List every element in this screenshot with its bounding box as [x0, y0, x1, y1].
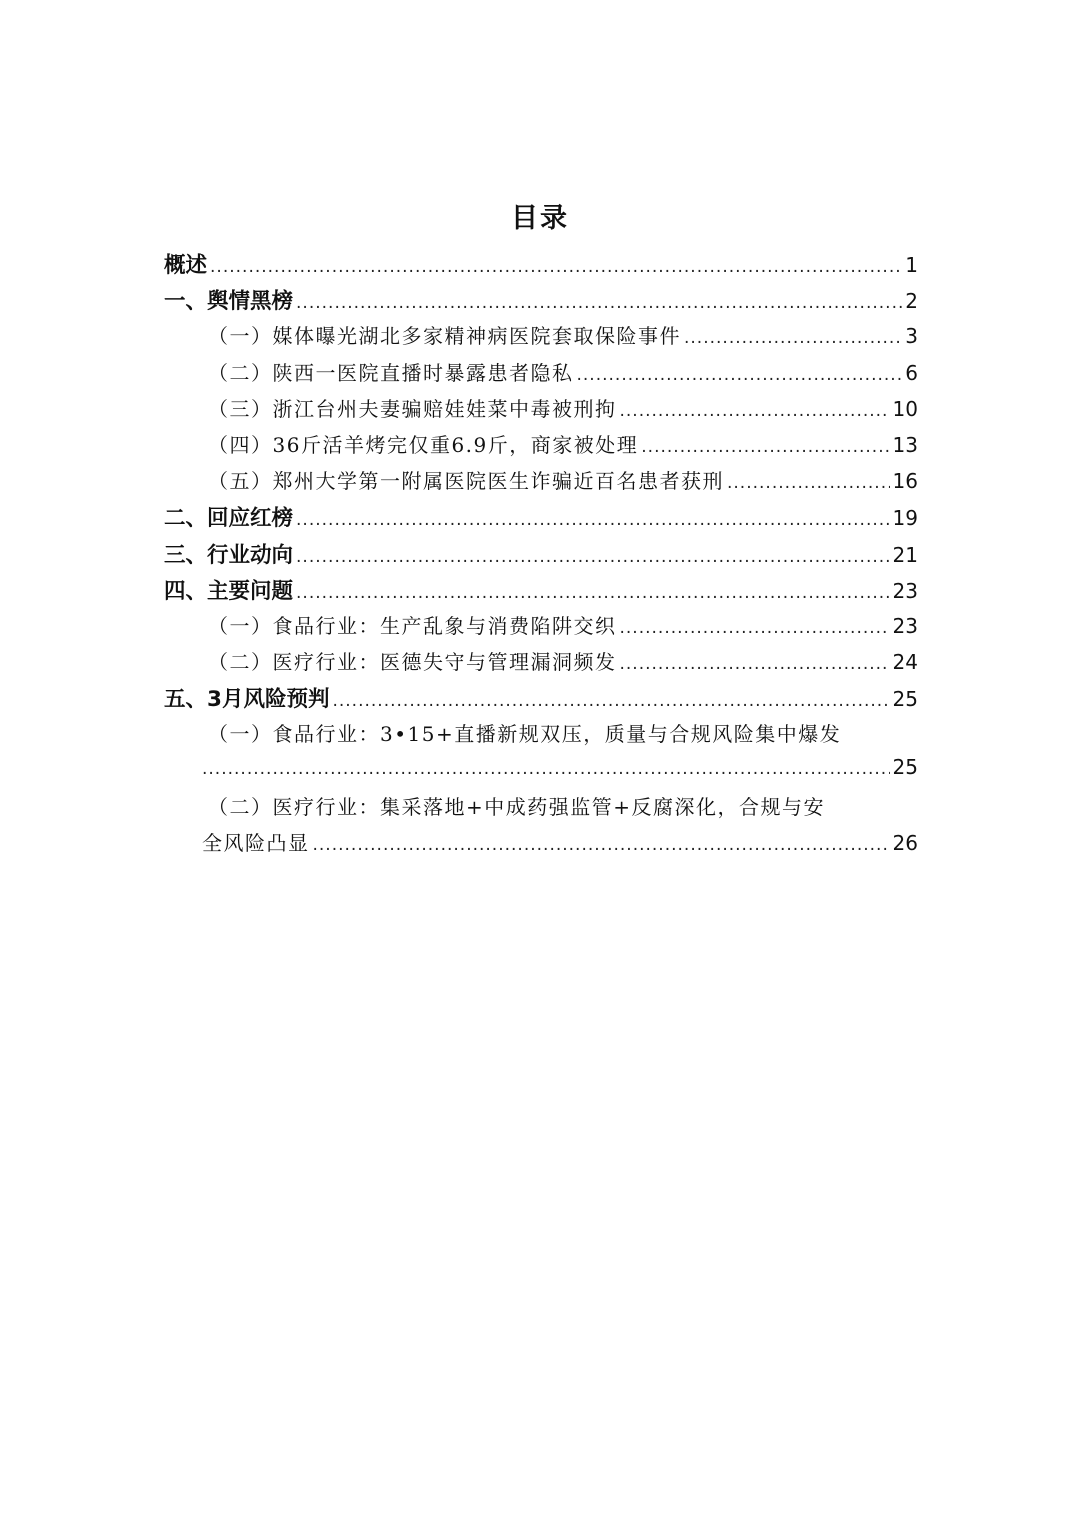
toc-title: 目录	[511, 203, 569, 234]
toc-entry-label: （一）媒体曝光湖北多家精神病医院套取保险事件	[208, 324, 681, 349]
toc-entry-label: （五）郑州大学第一附属医院医生诈骗近百名患者获刑	[208, 469, 724, 494]
toc-entry-label: （一）食品行业：3•15+直播新规双压，质量与合规风险集中爆发	[208, 722, 842, 747]
toc-entry-4-2[interactable]	[164, 646, 918, 682]
toc-page-number: 3	[905, 324, 918, 349]
toc-entry-1-5[interactable]	[164, 465, 918, 501]
toc-entry-5-1[interactable]	[164, 718, 918, 790]
dot-leader	[210, 257, 902, 277]
toc-entry-1-1[interactable]	[164, 320, 918, 356]
dot-leader	[313, 835, 890, 855]
toc-page-number: 19	[892, 506, 918, 531]
toc-entry-5-2[interactable]	[164, 791, 918, 863]
toc-page-number: 16	[892, 469, 918, 494]
toc-entry-section-1[interactable]	[164, 284, 918, 320]
dot-leader	[202, 759, 890, 779]
dot-leader	[296, 547, 890, 567]
toc-entry-label: （二）医疗行业：集采落地+中成药强监管+反腐深化，合规与安	[208, 794, 826, 819]
toc-page-number: 25	[892, 687, 918, 712]
toc-page-number: 10	[892, 396, 918, 421]
dot-leader	[641, 437, 889, 457]
dot-leader	[727, 473, 890, 493]
toc-entry-1-2[interactable]	[164, 357, 918, 393]
toc-page-number: 23	[892, 613, 918, 638]
toc-entry-1-3[interactable]	[164, 393, 918, 429]
dot-leader	[296, 293, 902, 313]
dot-leader	[684, 328, 902, 348]
toc-entry-section-3[interactable]	[164, 538, 918, 574]
toc-page-number: 6	[905, 360, 918, 385]
dot-leader	[620, 401, 890, 421]
dot-leader	[296, 583, 890, 603]
toc-page-number: 23	[892, 578, 918, 603]
toc-entry-label: （三）浙江台州夫妻骗赔娃娃菜中毒被刑拘	[208, 396, 617, 421]
toc-entry-label-continued: 全风险凸显	[202, 831, 310, 855]
toc-page-number: 21	[892, 542, 918, 567]
toc-entry-1-4[interactable]	[164, 429, 918, 465]
toc-entry-section-4[interactable]	[164, 574, 918, 610]
toc-entry-label: 概述	[164, 253, 208, 278]
toc-entry-4-1[interactable]	[164, 610, 918, 646]
toc-page-number: 13	[892, 432, 918, 457]
toc-entry-label: （二）医疗行业：医德失守与管理漏洞频发	[208, 650, 617, 675]
toc-entry-section-5[interactable]	[164, 682, 918, 718]
toc-entry-label: 一、舆情黑榜	[164, 289, 294, 315]
toc-entry-label: 三、行业动向	[164, 542, 294, 568]
dot-leader	[296, 510, 890, 530]
toc-entry-label: （一）食品行业：生产乱象与消费陷阱交织	[208, 613, 617, 638]
toc-entry-label: 二、回应红榜	[164, 506, 294, 532]
toc-page-number: 1	[905, 253, 918, 277]
toc-entry-overview[interactable]	[164, 248, 918, 284]
dot-leader	[577, 365, 903, 385]
toc-entry-label: （四）36斤活羊烤完仅重6.9斤，商家被处理	[208, 432, 639, 457]
toc-entry-label: 四、主要问题	[164, 578, 294, 604]
dot-leader	[620, 618, 890, 638]
toc-entry-label: 五、3月风险预判	[164, 687, 330, 713]
toc-page-number: 24	[892, 650, 918, 675]
toc-page-number: 26	[892, 831, 918, 855]
dot-leader	[620, 654, 890, 674]
table-of-contents	[164, 248, 918, 863]
dot-leader	[332, 691, 889, 711]
toc-entry-section-2[interactable]	[164, 501, 918, 537]
toc-page-number: 25	[892, 754, 918, 779]
toc-entry-label: （二）陕西一医院直播时暴露患者隐私	[208, 360, 574, 385]
toc-page-number: 2	[905, 289, 918, 314]
